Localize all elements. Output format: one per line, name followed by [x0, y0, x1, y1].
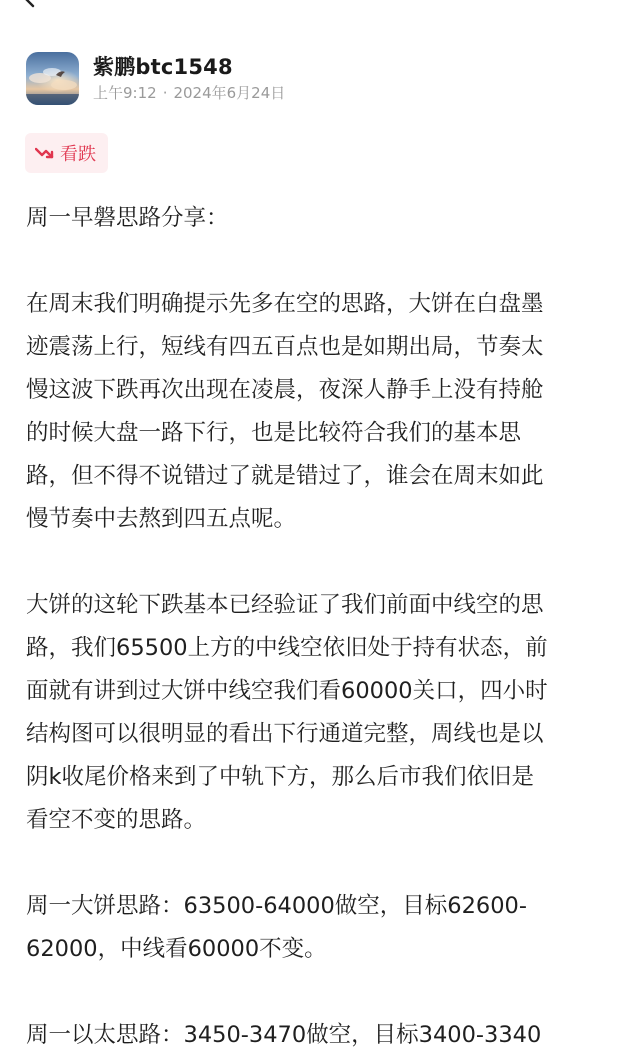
author-name[interactable]: 紫鹏btc1548 — [93, 55, 233, 79]
paragraph-line: 大饼的这轮下跌基本已经验证了我们前面中线空的思 — [26, 592, 544, 618]
paragraph-line: 看空不变的思路。 — [26, 807, 207, 833]
post-body — [26, 197, 622, 1057]
paragraph-line: 慢这波下跌再次出现在凌晨，夜深人静手上没有持舱 — [26, 377, 544, 403]
paragraph-line: 周一大饼思路：63500-64000做空，目标62600- — [26, 893, 527, 919]
post-date: 2024年6月24日 — [173, 84, 286, 102]
bearish-tag[interactable] — [25, 133, 108, 173]
post-time: 上午9:12 — [93, 84, 157, 102]
paragraph-line: 面就有讲到过大饼中线空我们看60000关口，四小时 — [26, 678, 548, 704]
paragraph-line: 阴k收尾价格来到了中轨下方，那么后市我们依旧是 — [26, 764, 535, 790]
paragraph-line: 路，我们65500上方的中线空依旧处于持有状态，前 — [26, 635, 548, 661]
author-header — [26, 52, 285, 105]
paragraph-line: 路，但不得不说错过了就是错过了，谁会在周末如此 — [26, 463, 544, 489]
trend-down-icon — [35, 146, 55, 160]
paragraph-line: 的时候大盘一路下行，也是比较符合我们的基本思 — [26, 420, 522, 446]
back-chevron-icon[interactable] — [18, 0, 40, 8]
time-separator: · — [162, 84, 168, 102]
paragraph-line: 62000，中线看60000不变。 — [26, 936, 327, 962]
post-timestamp — [93, 83, 285, 103]
paragraph-line: 在周末我们明确提示先多在空的思路，大饼在白盘墨 — [26, 291, 544, 317]
bearish-tag-label: 看跌 — [60, 144, 96, 165]
avatar[interactable] — [26, 52, 79, 105]
paragraph-line: 周一以太思路：3450-3470做空，目标3400-3340 — [26, 1022, 542, 1048]
paragraph-line: 迹震荡上行，短线有四五百点也是如期出局，节奏太 — [26, 334, 544, 360]
post-title: 周一早磐思路分享： — [26, 205, 229, 231]
paragraph-line: 慢节奏中去熬到四五点呢。 — [26, 506, 297, 532]
paragraph-line: 结构图可以很明显的看出下行通道完整，周线也是以 — [26, 721, 544, 747]
